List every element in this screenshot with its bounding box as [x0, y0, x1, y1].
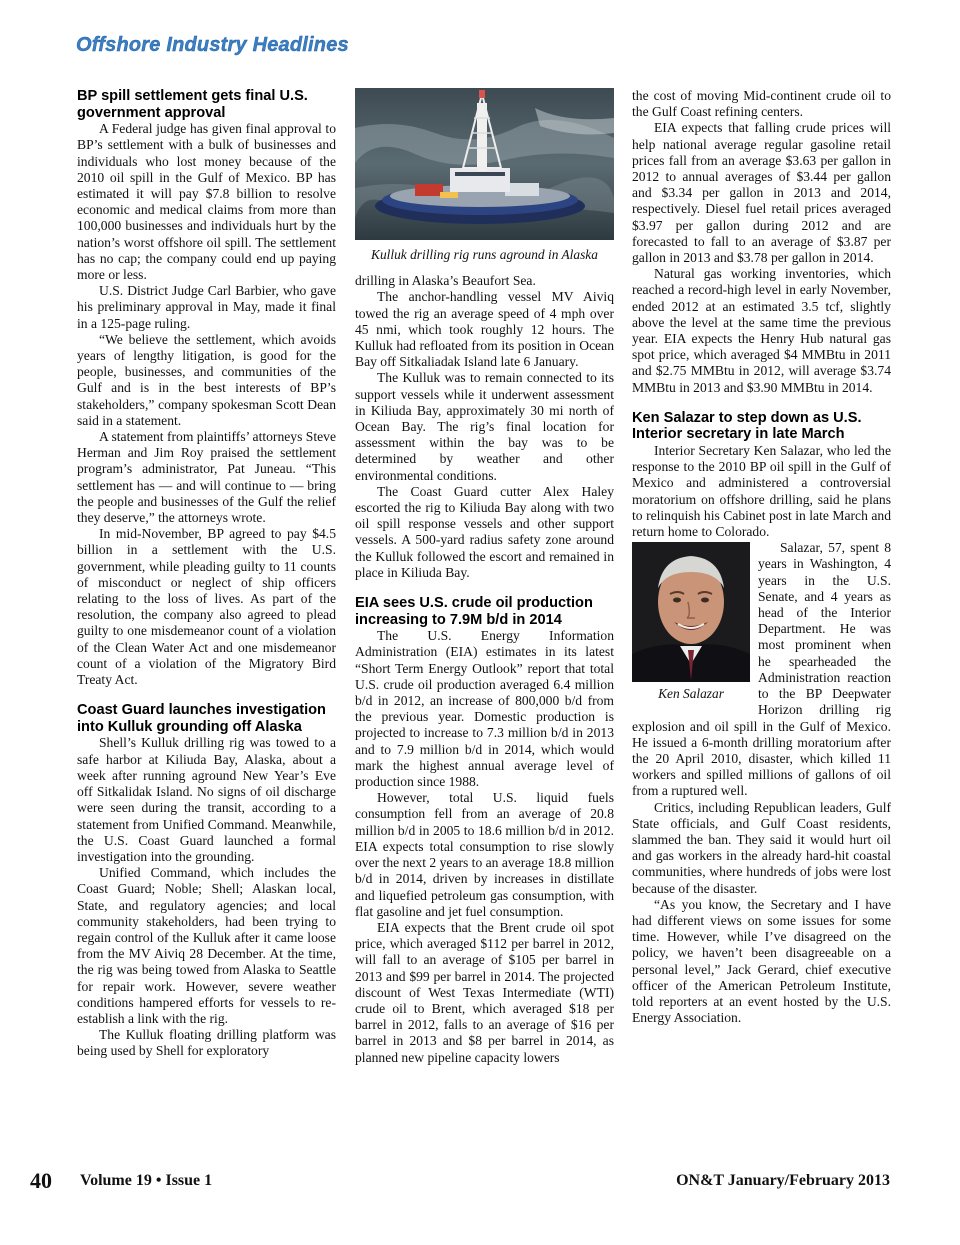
- kulluk-rig-photo: [355, 88, 614, 240]
- paragraph: The anchor-handling vessel MV Aiviq towed the rig an average speed of 4 mph over 45 nmi, which took roughly 12 hours. The Kulluk had refloated from its position in Ocean Bay off Sitkaliadak Island late 6 January.: [355, 289, 614, 370]
- page-footer: [30, 1170, 890, 1194]
- paragraph: In mid-November, BP agreed to pay $4.5 billion in a settlement with the U.S. government, while pleading guilty to 11 counts of misconduct or neglect of ship officers relating to the loss of lives. As part of the resolution, the company also agreed to plead guilty to one misdemeanor count of a violation of the Clean Water Act and one misdemeanor count of a violation of the Migratory Bird Treaty Act.: [77, 526, 336, 688]
- column-2: [355, 88, 614, 1066]
- column-3: [632, 88, 891, 1026]
- paragraph: U.S. District Judge Carl Barbier, who gave his preliminary approval in May, made it final in a 125-page ruling.: [77, 283, 336, 331]
- paragraph: However, total U.S. liquid fuels consumption fell from an average of 20.8 million b/d in 2005 to 18.6 million b/d in 2012. EIA expects total consumption to rise slowly over the next 2 years to an average 18.8 million b/d in 2014, driven by increases in distillate and liquefied petroleum gas consumption, with flat gasoline and jet fuel consumption.: [355, 790, 614, 919]
- paragraph: The U.S. Energy Information Administration (EIA) estimates in its latest “Short Term Energy Outlook” report that total U.S. crude oil production averaged 6.4 million b/d in 2012, an increase of 800,000 b/d from the previous year. Domestic production is projected to increase to 7.3 million b/d in 2013 and to 7.9 million b/d in 2014, which would mark the highest annual average level of production since 1988.: [355, 628, 614, 790]
- rig-figure: [355, 88, 614, 263]
- paragraph: A Federal judge has given final approval to BP’s settlement with a bulk of businesses and individuals who lost money because of the 2010 oil spill in the Gulf of Mexico. BP has estimated it will pay $7.8 billion to resolve economic and medical claims from more than 100,000 businesses and individuals hurt by the nation’s worst offshore oil spill. The settlement has no cap; the company could end up paying more or less.: [77, 121, 336, 283]
- paragraph: Unified Command, which includes the Coast Guard; Noble; Shell; Alaskan local, State, and regulatory agencies; and local community stakeholders, had been trying to regain control of the Kulluk after it came loose from the MV Aiviq 28 December. At the time, the rig was being towed from Alaska to Seattle for repair work. However, severe weather conditions hampered efforts for vessels to re-establish a link with the rig.: [77, 865, 336, 1026]
- paragraph: Interior Secretary Ken Salazar, who led the response to the 2010 BP oil spill in the Gulf of Mexico and administered a controversial moratorium on offshore drilling, said he plans to relinquish his Cabinet post in late March and return home to Colorado.: [632, 443, 891, 540]
- article-title-eia: EIA sees U.S. crude oil production increasing to 7.9M b/d in 2014: [355, 595, 593, 628]
- paragraph: Shell’s Kulluk drilling rig was towed to a safe harbor at Kiliuda Bay, Alaska, about a week after running aground New Year’s Eve off Sitkalidak Island. No signs of oil discharge were seen during the transit, according to a statement from Unified Command. Meanwhile, the U.S. Coast Guard launched a formal investigation into the grounding.: [77, 735, 336, 864]
- portrait-caption: Ken Salazar: [658, 686, 724, 702]
- paragraph: “We believe the settlement, which avoids years of lengthy litigation, is good for the people, businesses, and communities of the Gulf and is in the best interests of BP’s stakeholders,” company spokesman Scott Dean said in a statement.: [77, 331, 336, 428]
- salazar-portrait-figure: [632, 542, 750, 702]
- column-1: [77, 88, 336, 1060]
- paragraph: The Kulluk floating drilling platform was being used by Shell for exploratory: [77, 1027, 336, 1059]
- paragraph: EIA expects that the Brent crude oil spot price, which averaged $112 per barrel in 2012, will fall to an average of $105 per barrel in 2013 and $99 per barrel in 2014. The projected discount of West Texas Intermediate (WTI) crude oil to Brent, which averaged $18 per barrel in 2012, falls to an average of $16 per barrel in 2013 and $8 per barrel in 2014, as planned new pipeline capacity lowers: [355, 919, 614, 1065]
- paragraph: The Kulluk was to remain connected to its support vessels while it underwent assessment in Kiliuda Bay, approximately 30 mi north of Ocean Bay. The rig’s final location for assessment within the bay was to be determined by weather and other environmental conditions.: [355, 370, 614, 483]
- article-title-bp-settlement: BP spill settlement gets final U.S. government approval: [77, 88, 308, 121]
- publication-date: ON&T January/February 2013: [676, 1172, 890, 1189]
- volume-issue: Volume 19 • Issue 1: [80, 1172, 213, 1189]
- article-title-coast-guard: Coast Guard launches investigation into Kulluk grounding off Alaska: [77, 702, 326, 735]
- paragraph: drilling in Alaska’s Beaufort Sea.: [355, 273, 536, 289]
- paragraph: EIA expects that falling crude prices will help national average regular gasoline retail prices fall from an average $3.63 per gallon in 2012 to annual averages of $3.44 per gallon and $3.34 per gallon in 2013 and 2014, respectively. Diesel fuel retail prices averaged $3.97 per gallon during 2012 and are forecasted to fall to an average of $3.87 per gallon in 2013 and $3.78 per gallon in 2014.: [632, 120, 891, 266]
- paragraph: Critics, including Republican leaders, Gulf State officials, and Gulf Coast residents, slammed the ban. They said it would hurt oil and gas workers in the already hard-hit coastal communities, where hundreds of jobs were lost because of the disaster.: [632, 799, 891, 896]
- article-title-salazar: Ken Salazar to step down as U.S. Interior secretary in late March: [632, 409, 862, 443]
- rig-photo-caption: Kulluk drilling rig runs aground in Alaska: [371, 247, 598, 262]
- paragraph: The Coast Guard cutter Alex Haley escorted the rig to Kiliuda Bay along with two oil spill response vessels and other support vessels. A 500-yard radius safety zone around the Kulluk followed the escort and remained in place in Kiliuda Bay.: [355, 483, 614, 580]
- paragraph: Natural gas working inventories, which reached a record-high level in early November, ended 2012 at an estimated 3.5 tcf, slightly above the level at the same time the previous year. EIA expects the Henry Hub natural gas spot price, which averaged $4 MMBtu in 2011 and $2.75 MMBtu in 2012, will average $3.74 MMBtu in 2013 and $3.90 MMBtu in 2014.: [632, 266, 891, 395]
- paragraph: Salazar, 57, spent 8 years in Washington, 4 years in the U.S. Senate, and 4 years as head of the Interior Department. He was most prominent when he spearheaded the Administration reaction to the BP Deepwater Horizon drilling rig explosion and oil spill in the Gulf of Mexico. He issued a 6-month drilling moratorium after the 20 April 2010, disaster, which killed 11 workers and spilled millions of gallons of oil from a ruptured well.: [632, 540, 891, 799]
- section-title: Offshore Industry Headlines: [76, 34, 349, 56]
- paragraph: A statement from plaintiffs’ attorneys Steve Herman and Jim Roy praised the settlement program’s administrator, Pat Juneau. “This settlement has — and will continue to — bring the people and businesses of the Gulf the relief they deserve,” the attorneys wrote.: [77, 429, 336, 526]
- page-number: 40: [30, 1168, 52, 1193]
- paragraph: the cost of moving Mid-continent crude oil to the Gulf Coast refining centers.: [632, 88, 891, 120]
- paragraph: “As you know, the Secretary and I have had different views on some issues for some time. However, while I’ve disagreed on the policy, we haven’t been disagreeable on a personal level,” Jack Gerard, chief executive officer of the American Petroleum Institute, told reporters at an event hosted by the U.S. Energy Association.: [632, 896, 891, 1026]
- ken-salazar-portrait: [632, 542, 750, 682]
